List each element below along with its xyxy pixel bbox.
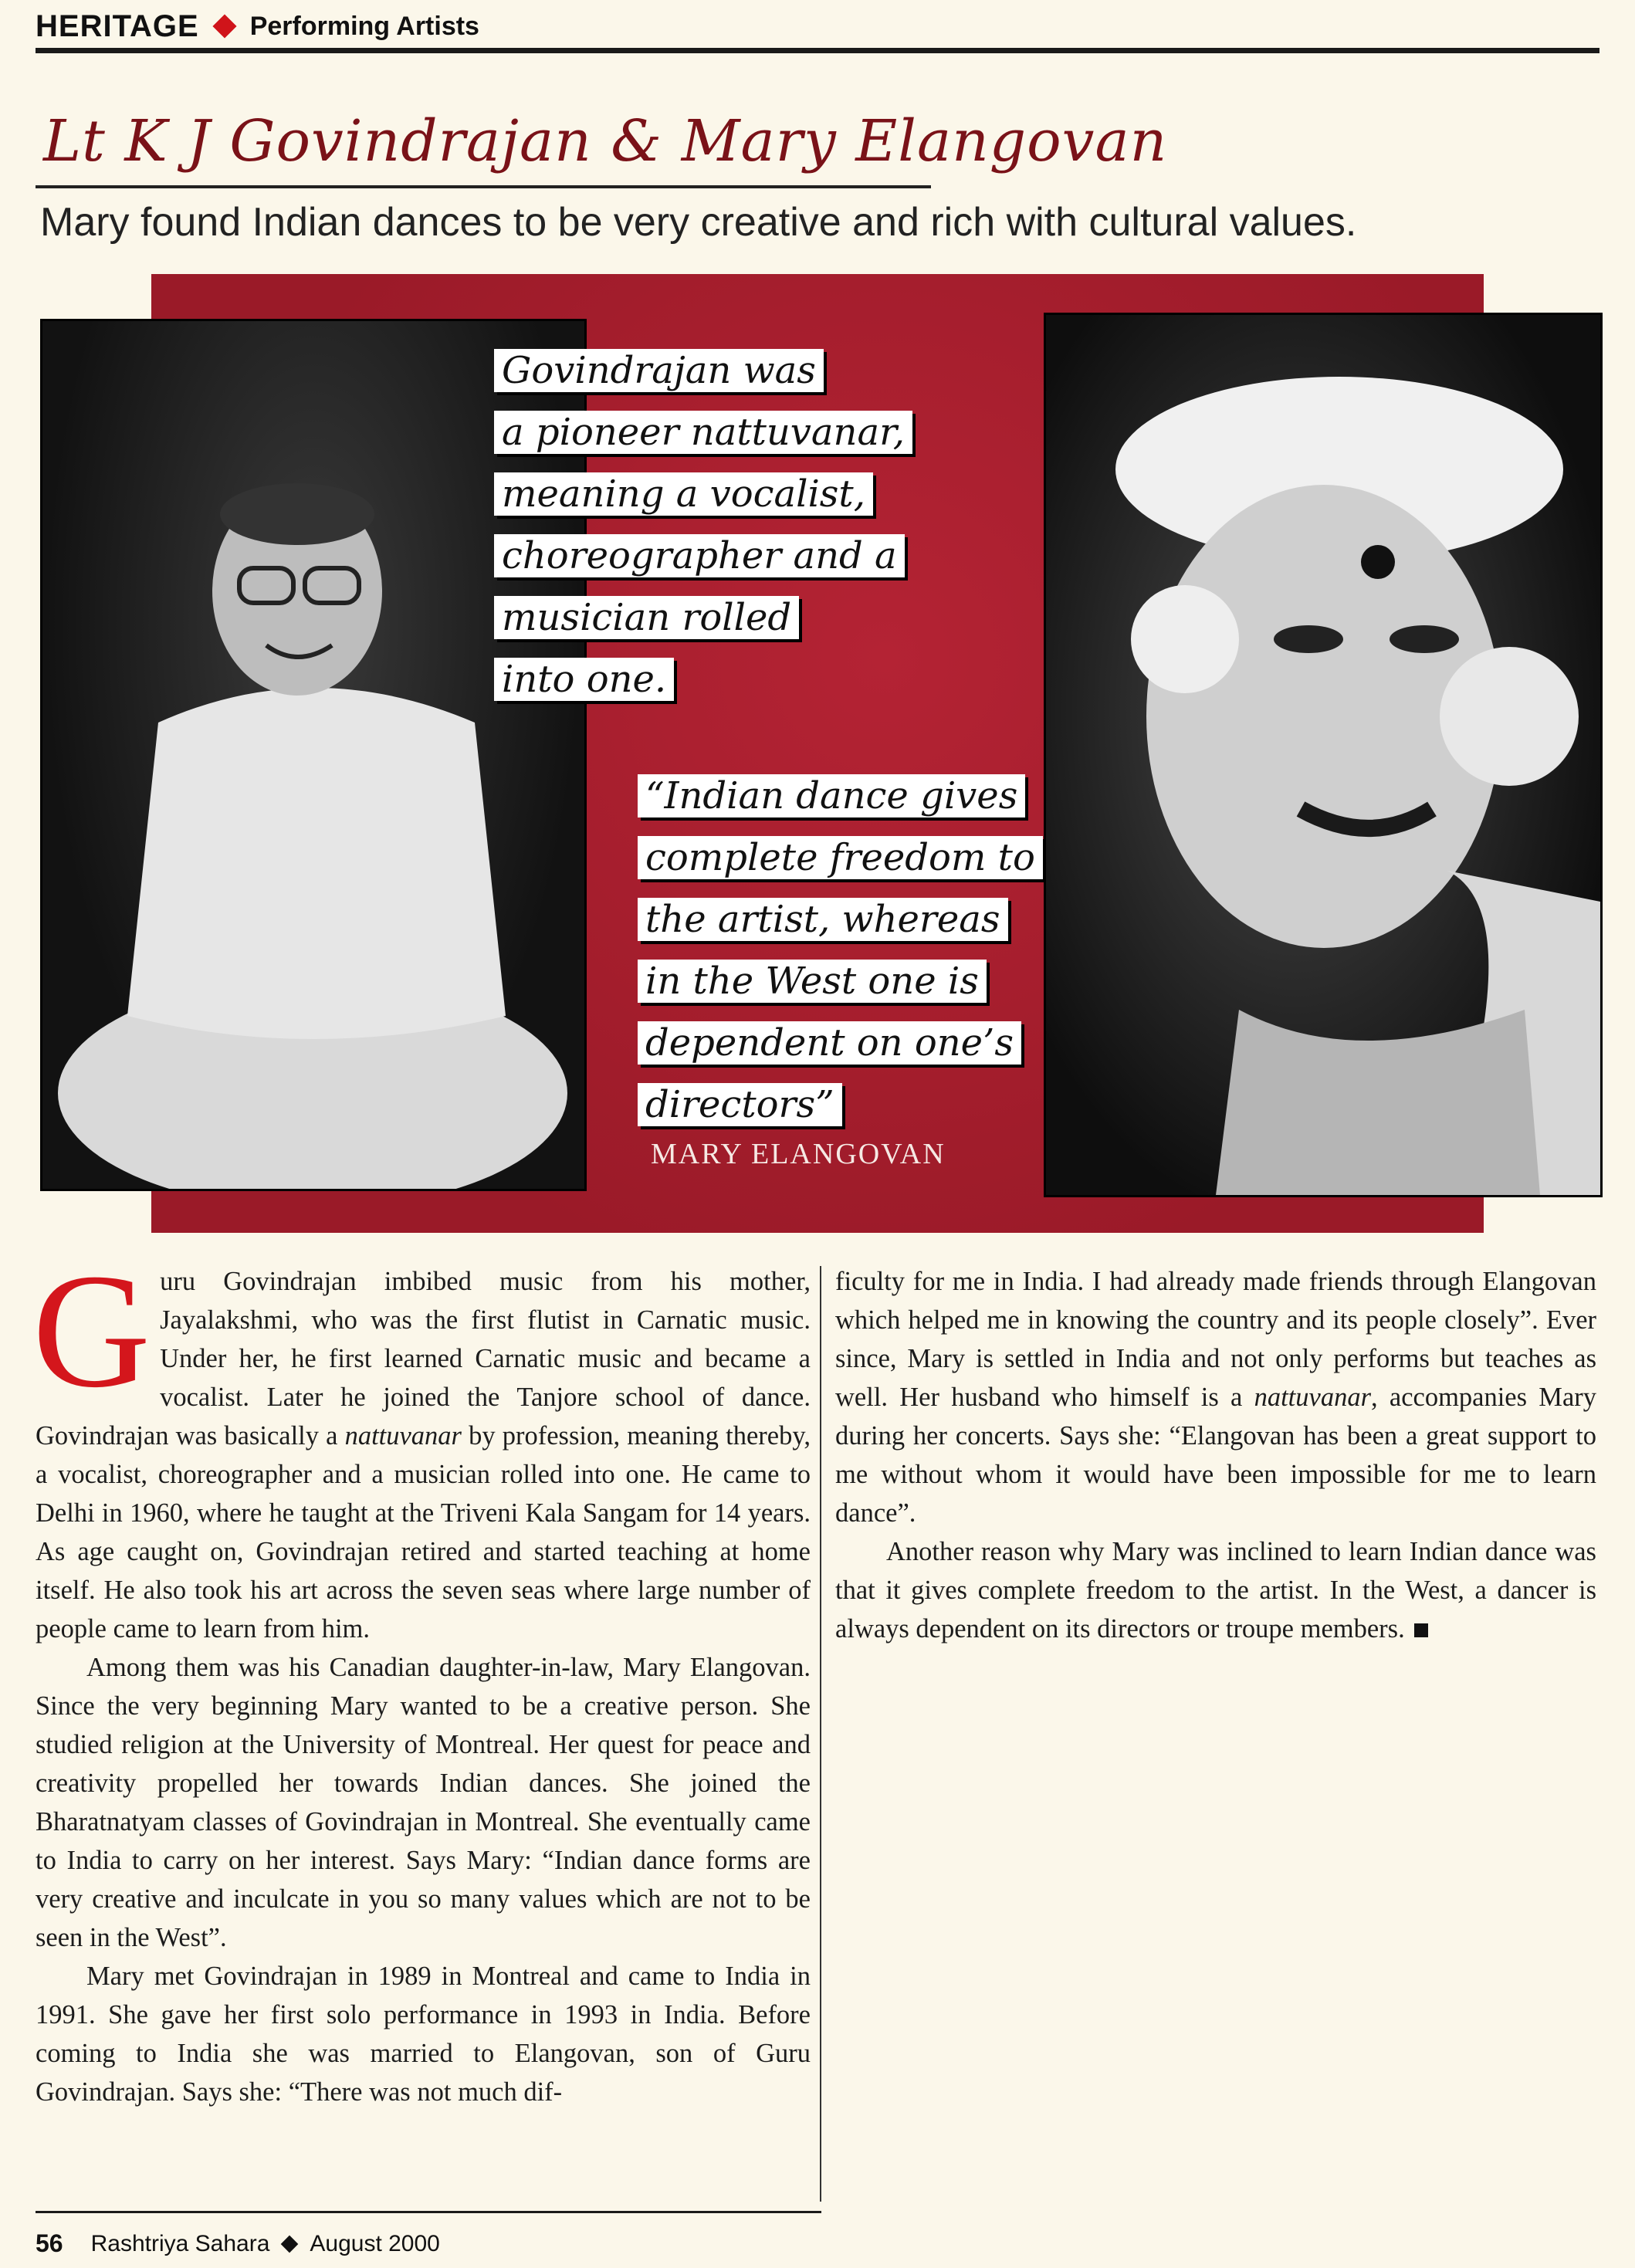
- pullquote-line: complete freedom to: [638, 836, 1043, 879]
- body-paragraph: Among them was his Canadian daughter-in-law, Mary Elangovan. Since the very beginning Mary wanted to be a creative person. She studied religion at the University of Montreal. Her quest for peace and creativity propelled her towards Indian dances. She joined the Bharatnatyam classes of Govindrajan in Montreal. She eventually came to India to carry on her interest. Says Mary: “Indian dance forms are very creative and inculcate in you so many values which are not to be seen in the West”.: [36, 1653, 811, 1952]
- pullquote-line: Govindrajan was: [494, 349, 824, 392]
- subsection-label: Performing Artists: [249, 11, 479, 41]
- article-title: Lt K J Govindrajan & Mary Elangovan: [43, 108, 1168, 174]
- diamond-icon: [281, 2235, 299, 2253]
- title-rule: [36, 185, 931, 188]
- page-footer: [36, 2229, 440, 2258]
- pullquote-mary: [638, 774, 1043, 1145]
- body-emphasis: nattuvanar: [1254, 1383, 1372, 1412]
- diamond-icon: [212, 14, 236, 38]
- body-column-left: [32, 1240, 811, 2111]
- body-text: uru Govindrajan imbibed music from his mother, Jayalakshmi, who was the first flutist in Carnatic music. Under her, he first learned Carnatic music and became a vocalist. Later he joined the Tanjore school of dance. Govindrajan was basically a: [36, 1267, 811, 1451]
- pullquote-line: meaning a vocalist,: [494, 472, 873, 516]
- article-subtitle: Mary found Indian dances to be very creative and rich with cultural values.: [40, 200, 1357, 245]
- pullquote-line: directors”: [638, 1083, 842, 1126]
- body-column-right: [835, 1262, 1596, 1648]
- page-header: [36, 6, 479, 46]
- pullquote-line: “Indian dance gives: [638, 774, 1025, 817]
- body-paragraph: [835, 1532, 1596, 1648]
- column-divider: [820, 1266, 821, 2202]
- pullquote-govindrajan: [494, 349, 912, 719]
- photo-mary-elangovan: [1044, 313, 1603, 1197]
- body-paragraph: Mary met Govindrajan in 1989 in Montreal and came to India in 1991. She gave her first solo performance in 1993 in India. Before coming to India she was married to Elangovan, son of Guru Govindrajan. Says she: “There was not much dif-: [36, 1962, 811, 2107]
- dancer-portrait-illustration: [1046, 315, 1600, 1195]
- body-paragraph: [835, 1262, 1596, 1532]
- footer-rule: [36, 2211, 821, 2213]
- body-text: ficulty for me in India. I had already made friends through Elangovan which helped me in knowing the country and its people closely”. Ever since, Mary is settled in India and not only performs but teaches as well. Her husband who himself is a: [835, 1267, 1596, 1412]
- pullquote-line: a pioneer nattuvanar,: [494, 411, 912, 454]
- pullquote-attribution: MARY ELANGOVAN: [651, 1138, 946, 1170]
- page-number: 56: [36, 2229, 63, 2257]
- pullquote-line: dependent on one’s: [638, 1021, 1021, 1065]
- end-mark-icon: [1414, 1623, 1428, 1637]
- issue-date: August 2000: [310, 2230, 440, 2256]
- body-text: Another reason why Mary was inclined to learn Indian dance was that it gives complete freedom to the artist. In the West, a dancer is always dependent on its directors or troupe members.: [835, 1537, 1596, 1643]
- pullquote-line: the artist, whereas: [638, 898, 1008, 941]
- header-rule: [36, 48, 1599, 53]
- body-text: , accompanies Mary during her concerts. Says she: “Elangovan has been a great support to me without whom it would have been impossible for me to learn dance”.: [835, 1383, 1596, 1528]
- pullquote-line: in the West one is: [638, 960, 987, 1003]
- publication-name: Rashtriya Sahara: [90, 2230, 270, 2256]
- drop-cap: G: [32, 1240, 151, 1421]
- body-paragraph: [32, 1240, 811, 1648]
- body-text: by profession, meaning thereby, a vocalist, choreographer and a musician rolled into one. He came to Delhi in 1960, where he taught at the Triveni Kala Sangam for 14 years. As age caught on, Govindrajan retired and started teaching at home itself. He also took his art across the seven seas where large number of people came to learn from him.: [36, 1421, 811, 1643]
- section-label: HERITAGE: [36, 8, 199, 43]
- body-emphasis: nattuvanar: [344, 1421, 462, 1451]
- pullquote-line: choreographer and a: [494, 534, 905, 577]
- pullquote-line: musician rolled: [494, 596, 799, 639]
- pullquote-line: into one.: [494, 658, 674, 701]
